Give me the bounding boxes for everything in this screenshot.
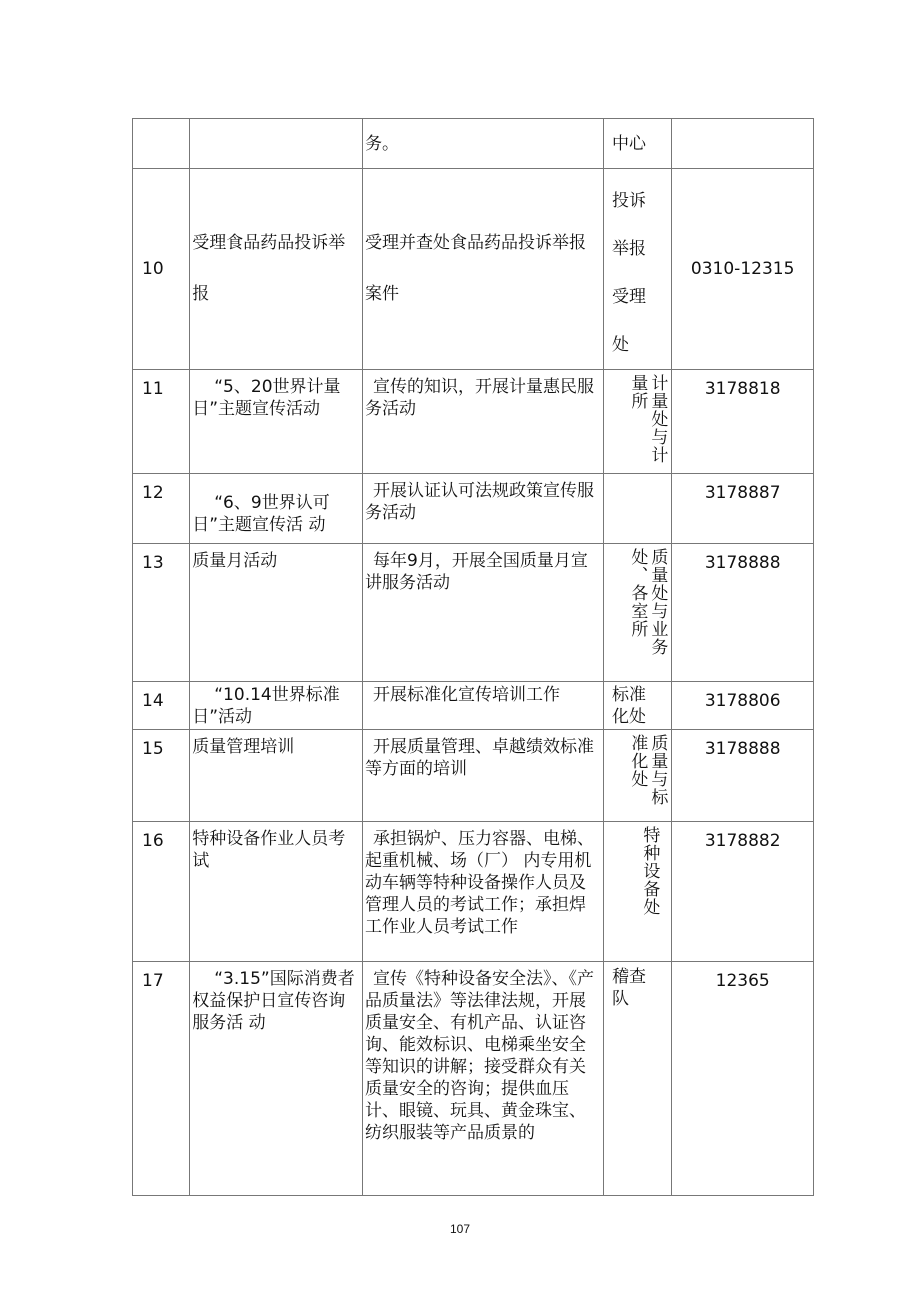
- service-item: [190, 119, 363, 169]
- service-content: 受理并查处食品药品投诉举报案件: [363, 169, 604, 370]
- table-row: [133, 730, 814, 822]
- department: 投诉举报受理处: [604, 169, 672, 370]
- service-item: 质量管理培训: [190, 730, 363, 822]
- service-item: 受理食品药品投诉举报: [190, 169, 363, 370]
- phone: [672, 119, 814, 169]
- phone: 3178818: [672, 370, 814, 474]
- phone: 3178888: [672, 730, 814, 822]
- phone: 3178806: [672, 682, 814, 730]
- row-number: 10: [133, 169, 190, 370]
- page-number: 107: [449, 1222, 471, 1236]
- service-item: 质量月活动: [190, 544, 363, 682]
- phone: 3178882: [672, 822, 814, 962]
- phone: 0310-12315: [672, 169, 814, 370]
- row-number: 15: [133, 730, 190, 822]
- department: 质量处与业务处、各室所: [604, 544, 672, 682]
- row-number: 11: [133, 370, 190, 474]
- service-content: 宣传的知识，开展计量惠民服务活动: [363, 370, 604, 474]
- department: 中心: [604, 119, 672, 169]
- row-number: [133, 119, 190, 169]
- table-row: [133, 682, 814, 730]
- table-row: [133, 822, 814, 962]
- service-item: “10.14世界标准日”活动: [190, 682, 363, 730]
- department: 稽查队: [604, 962, 672, 1196]
- service-item: “3.15”国际消费者权益保护日宣传咨询服务活 动: [190, 962, 363, 1196]
- service-item: “5、20世界计量日”主题宣传活动: [190, 370, 363, 474]
- table-row: [133, 544, 814, 682]
- service-content: 每年9月，开展全国质量月宣讲服务活动: [363, 544, 604, 682]
- phone: 3178888: [672, 544, 814, 682]
- department: 特种设备处: [604, 822, 672, 962]
- table-row: [133, 962, 814, 1196]
- service-content: 开展认证认可法规政策宣传服务活动: [363, 474, 604, 544]
- service-item: “6、9世界认可日”主题宣传活 动: [190, 474, 363, 544]
- phone: 3178887: [672, 474, 814, 544]
- table-row: [133, 119, 814, 169]
- table-row: [133, 474, 814, 544]
- row-number: 12: [133, 474, 190, 544]
- service-item: 特种设备作业人员考试: [190, 822, 363, 962]
- service-content: 开展质量管理、卓越绩效标准等方面的培训: [363, 730, 604, 822]
- service-content: 开展标准化宣传培训工作: [363, 682, 604, 730]
- service-content: 务。: [363, 119, 604, 169]
- service-table-container: [132, 118, 814, 1196]
- table-row: [133, 169, 814, 370]
- row-number: 17: [133, 962, 190, 1196]
- department: [604, 474, 672, 544]
- table-row: [133, 370, 814, 474]
- row-number: 16: [133, 822, 190, 962]
- department: 质量与标准化处: [604, 730, 672, 822]
- service-table: [132, 118, 814, 1196]
- phone: 12365: [672, 962, 814, 1196]
- department: 标准化处: [604, 682, 672, 730]
- service-content: 宣传《特种设备安全法》、《产品质量法》等法律法规，开展质量安全、有机产品、认证咨询、能效标识、电梯乘坐安全等知识的讲解；接受群众有关质量安全的咨询；提供血压计、眼镜、玩具、黄金珠宝、纺织服装等产品质景的: [363, 962, 604, 1196]
- row-number: 14: [133, 682, 190, 730]
- service-content: 承担锅炉、压力容器、电梯、起重机械、场（厂） 内专用机动车辆等特种设备操作人员及管理人员的考试工作；承担焊工作业人员考试工作: [363, 822, 604, 962]
- row-number: 13: [133, 544, 190, 682]
- department: 计量处与计量所: [604, 370, 672, 474]
